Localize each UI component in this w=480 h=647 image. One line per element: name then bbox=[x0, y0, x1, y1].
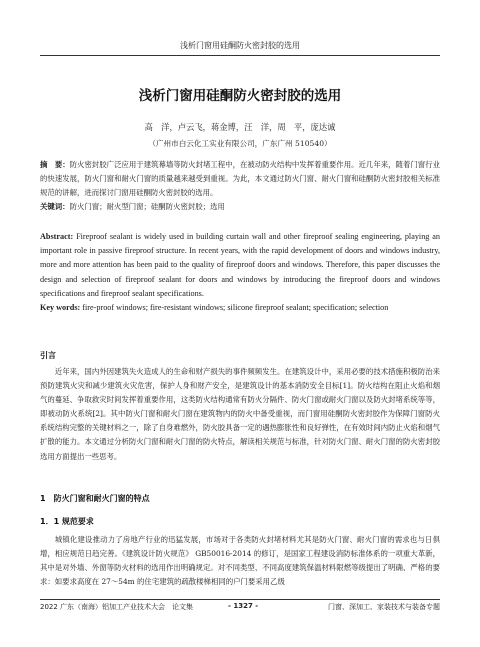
paper-title: 浅析门窗用硅酮防火密封胶的选用 bbox=[138, 88, 342, 104]
footer-right: 门窗、深加工、家装技术与装备专题 bbox=[328, 603, 440, 611]
english-abstract bbox=[40, 230, 440, 315]
section-1-heading: 1 防火门窗和耐火门窗的特点 bbox=[40, 494, 150, 503]
section-1-1-paragraph: 城镇化建设推动力了房地产行业的迅猛发展，市场对于各类防火封堵材料尤其是防火门窗、耐火门窗的需求也与日俱增，相应规范日趋完善。《建筑设计防火规范》 GB50016-2014 的修订，是国家工程建设消防标准体系的一项重大革新，其中是对外墙、外窗等防火材料的选用作出明确规定。对不同类型、不同高度建筑保温材料限燃等级提出了明确、严格的要求：如要求高度在 27～54m 的住宅建筑的疏散楼梯相同的户门要采用乙级 bbox=[40, 535, 440, 587]
intro-heading: 引言 bbox=[40, 351, 56, 360]
footer-rule bbox=[40, 599, 440, 600]
cn-keywords: 防火门窗；耐火型门窗；硅酮防火密封胶；选用 bbox=[69, 201, 225, 211]
cn-abstract-text: 防火密封胶广泛应用于建筑幕墙等防火封堵工程中，在被动防火结构中发挥着重要作用。近几年来，随着门窗行业的快速发展，防火门窗和耐火门窗的质量越来越受到重视。为此，本文通过防火门窗、耐火门窗和硅酮防火密封胶相关标准规范的讲解，进而探讨门窗用硅酮防火密封胶的选用。 bbox=[40, 160, 440, 197]
en-keywords: fire-proof windows; fire-resistant windows; silicone fireproof sealant; specification; selection bbox=[82, 303, 389, 313]
intro-paragraph: 近年来，国内外因建筑失火造成人的生命和财产损失的事件频频发生。在建筑设计中，采用必要的技术措施积极防治来预防建筑火灾和减少建筑火灾危害，保护人身和财产安全，是建筑设计的基本消防安全目标[1]。防火结构在阻止火焰和烟气的蔓延、争取救灾时间发挥着重要作用，这类防火结构通常有防火分隔件、防火门窗或耐火门窗以及防火封堵系统等等，即被动防火系统[2]。其中防火门窗和耐火门窗在建筑物内的防火中备受重视，而门窗用硅酮防火密封胶作为保障门窗防火系统结构完整的关键材料之一，除了自身难燃外，防火胶具备一定的遇热膨胀性和良好弹性，在有效时间内防止火焰和烟气扩散的能力。本文通过分析防火门窗和耐火门窗的防火特点，解读相关规范与标准，针对防火门窗、耐火门窗的防火密封胶选用方面提出一些思考。 bbox=[40, 367, 440, 461]
footer-left: 2022 广东（南海）铝加工产业技术大会 论文集 bbox=[40, 603, 194, 611]
cn-keywords-label: 关键词： bbox=[40, 201, 70, 211]
en-keywords-label: Key words: bbox=[40, 303, 81, 313]
page-number: - 1327 - bbox=[228, 602, 259, 610]
header-rule bbox=[40, 55, 440, 56]
chinese-abstract bbox=[40, 158, 440, 214]
authors: 高 洋，卢云飞，蒋金博，汪 洋，周 平，庞达诚 bbox=[144, 122, 336, 132]
running-header: 浅析门窗用硅酮防火密封胶的选用 bbox=[180, 41, 300, 50]
cn-abstract-label: 摘 要： bbox=[40, 160, 70, 169]
section-1-1-heading: 1．1 规范要求 bbox=[40, 517, 94, 526]
en-abstract-label: Abstract: bbox=[40, 232, 74, 241]
affiliation: （广州市白云化工实业有限公司，广东广州 510540） bbox=[148, 139, 332, 148]
en-abstract-text: Fireproof sealant is widely used in building curtain wall and other fireproof sealing engineering, playing an important role in passive fireproof structure. In recent years, with the rapid development of doors and windows industry, more and more attention has been paid to the quality of fireproof doors and windows. Therefore, this paper discusses the design and selection of fireproof sealant for doors and windows by introducing the fireproof doors and windows specifications and fireproof sealant specifications. bbox=[40, 232, 440, 298]
